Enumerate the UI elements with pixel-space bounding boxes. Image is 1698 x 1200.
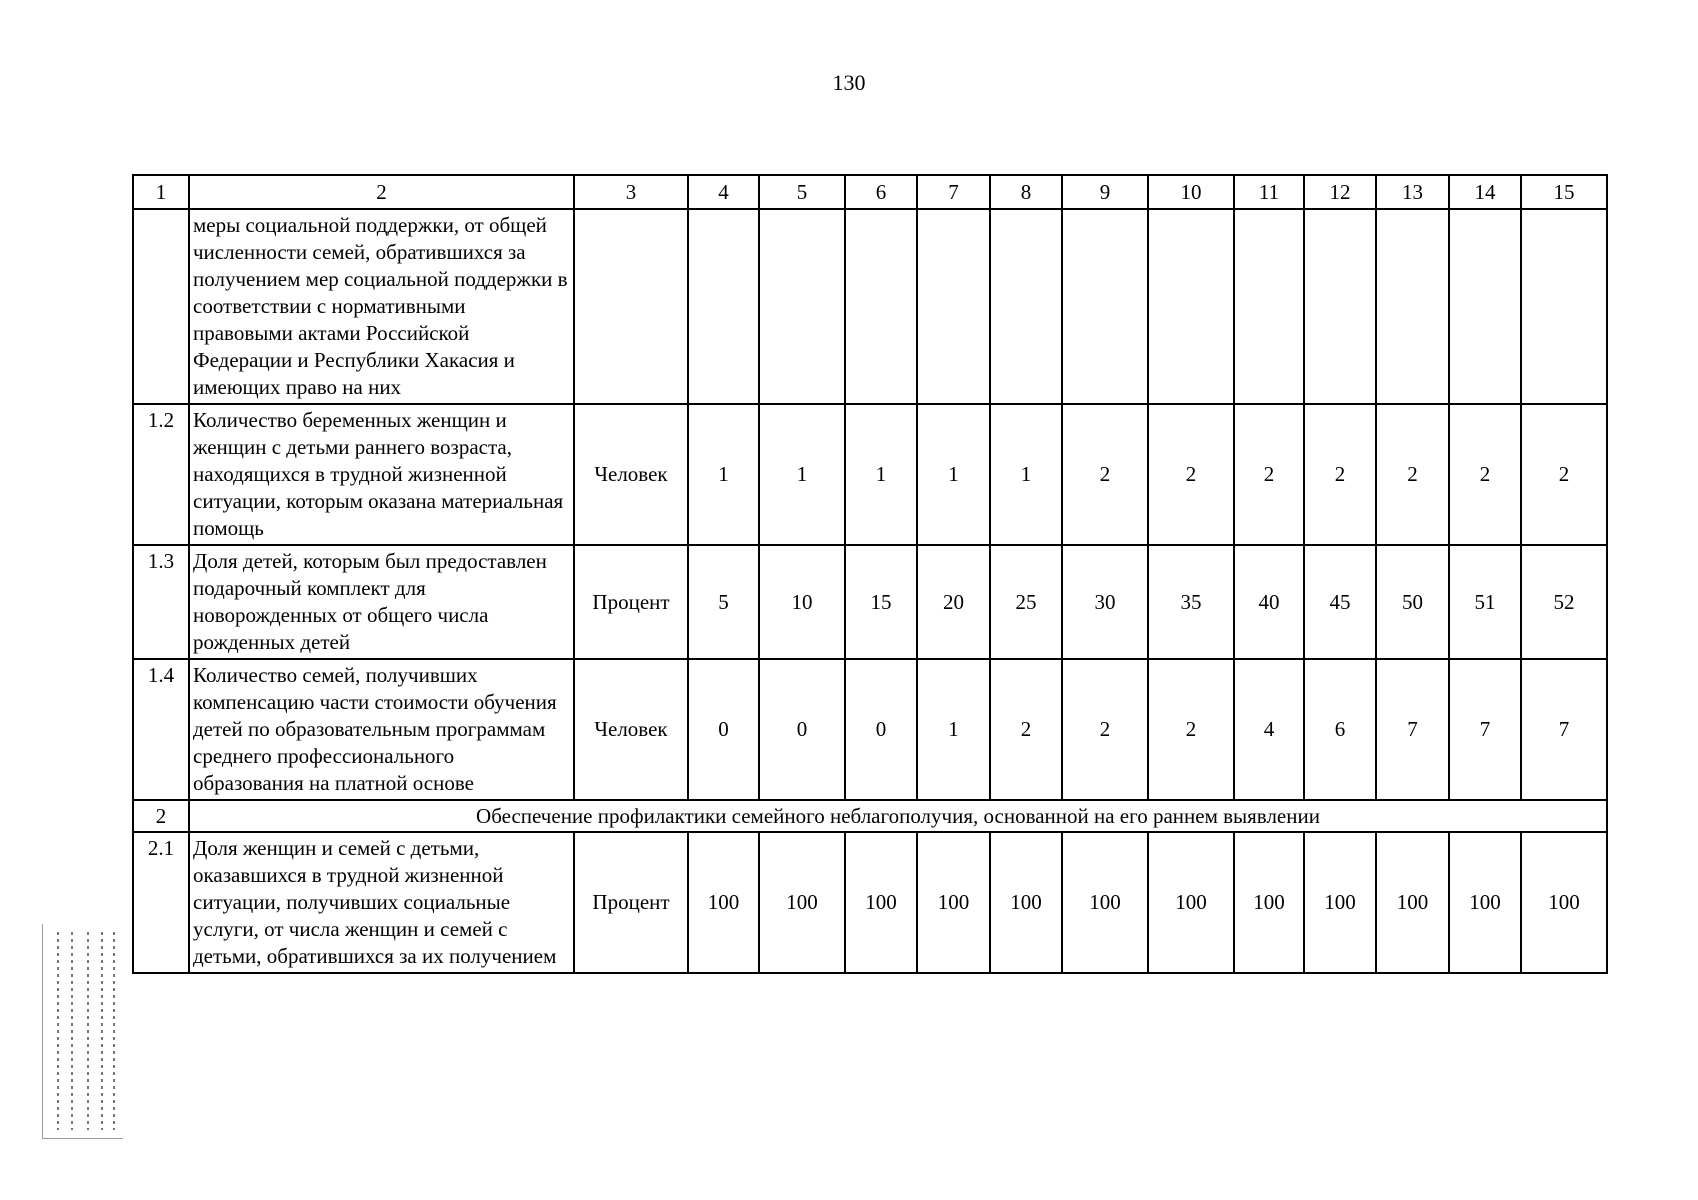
- value-cell: 100: [688, 832, 759, 973]
- value-cell: [1304, 209, 1376, 404]
- value-cell: 0: [688, 659, 759, 800]
- column-header: 11: [1234, 175, 1304, 209]
- value-cell: 7: [1521, 659, 1607, 800]
- section-title: Обеспечение профилактики семейного неблагополучия, основанной на его раннем выявлении: [189, 800, 1607, 832]
- value-cell: 45: [1304, 545, 1376, 659]
- value-cell: 52: [1521, 545, 1607, 659]
- value-cell: 100: [1376, 832, 1449, 973]
- section-number: 2: [133, 800, 189, 832]
- value-cell: 50: [1376, 545, 1449, 659]
- unit-cell: Процент: [574, 832, 688, 973]
- value-cell: 1: [917, 659, 990, 800]
- table-row: [133, 404, 1607, 545]
- row-number: 1.3: [133, 545, 189, 659]
- table-row: [133, 832, 1607, 973]
- value-cell: 100: [1062, 832, 1148, 973]
- value-cell: 100: [759, 832, 845, 973]
- value-cell: 100: [1521, 832, 1607, 973]
- table-row: [133, 209, 1607, 404]
- column-header: 5: [759, 175, 845, 209]
- unit-cell: Человек: [574, 659, 688, 800]
- value-cell: 35: [1148, 545, 1234, 659]
- value-cell: 40: [1234, 545, 1304, 659]
- value-cell: 100: [1449, 832, 1521, 973]
- column-header: 8: [990, 175, 1062, 209]
- column-header: 2: [189, 175, 574, 209]
- value-cell: 4: [1234, 659, 1304, 800]
- value-cell: [917, 209, 990, 404]
- value-cell: [1062, 209, 1148, 404]
- value-cell: 1: [759, 404, 845, 545]
- value-cell: 100: [917, 832, 990, 973]
- value-cell: 2: [1234, 404, 1304, 545]
- value-cell: 1: [917, 404, 990, 545]
- column-header: 3: [574, 175, 688, 209]
- column-header: 10: [1148, 175, 1234, 209]
- column-header: 6: [845, 175, 917, 209]
- indicators-table: [132, 174, 1608, 974]
- table-row: [133, 659, 1607, 800]
- unit-cell: [574, 209, 688, 404]
- column-header: 13: [1376, 175, 1449, 209]
- column-header: 4: [688, 175, 759, 209]
- indicator-name: Количество беременных женщин и женщин с детьми раннего возраста, находящихся в трудной жизненной ситуации, которым оказана материальная помощь: [189, 404, 574, 545]
- value-cell: 100: [1148, 832, 1234, 973]
- value-cell: 2: [1376, 404, 1449, 545]
- page-number: 130: [832, 70, 866, 95]
- value-cell: 7: [1449, 659, 1521, 800]
- value-cell: [990, 209, 1062, 404]
- value-cell: [688, 209, 759, 404]
- row-number: 2.1: [133, 832, 189, 973]
- value-cell: 30: [1062, 545, 1148, 659]
- value-cell: [845, 209, 917, 404]
- value-cell: [1148, 209, 1234, 404]
- indicator-name: Количество семей, получивших компенсацию части стоимости обучения детей по образовательным программам среднего профессионального образования на платной основе: [189, 659, 574, 800]
- value-cell: 25: [990, 545, 1062, 659]
- value-cell: [1376, 209, 1449, 404]
- column-header: 1: [133, 175, 189, 209]
- value-cell: 100: [1234, 832, 1304, 973]
- value-cell: 2: [1148, 404, 1234, 545]
- column-header: 14: [1449, 175, 1521, 209]
- value-cell: 100: [990, 832, 1062, 973]
- value-cell: 10: [759, 545, 845, 659]
- table-header-row: [133, 175, 1607, 209]
- column-header: 7: [917, 175, 990, 209]
- value-cell: 51: [1449, 545, 1521, 659]
- indicator-name: Доля детей, которым был предоставлен подарочный комплект для новорожденных от общего числа рожденных детей: [189, 545, 574, 659]
- value-cell: 15: [845, 545, 917, 659]
- value-cell: 0: [759, 659, 845, 800]
- value-cell: 2: [1062, 404, 1148, 545]
- indicator-name: меры социальной поддержки, от общей численности семей, обратившихся за получением мер социальной поддержки в соответствии с нормативными правовыми актами Российской Федерации и Республики Хакасия и имеющих право на них: [189, 209, 574, 404]
- value-cell: 7: [1376, 659, 1449, 800]
- value-cell: 2: [1062, 659, 1148, 800]
- value-cell: 5: [688, 545, 759, 659]
- value-cell: 2: [1449, 404, 1521, 545]
- row-number: 1.2: [133, 404, 189, 545]
- value-cell: 0: [845, 659, 917, 800]
- value-cell: 2: [1304, 404, 1376, 545]
- column-header: 9: [1062, 175, 1148, 209]
- faded-stamp: [42, 924, 123, 1139]
- value-cell: 20: [917, 545, 990, 659]
- value-cell: 1: [845, 404, 917, 545]
- value-cell: 1: [688, 404, 759, 545]
- value-cell: 2: [990, 659, 1062, 800]
- column-header: 12: [1304, 175, 1376, 209]
- value-cell: [759, 209, 845, 404]
- value-cell: [1521, 209, 1607, 404]
- row-number: [133, 209, 189, 404]
- unit-cell: Человек: [574, 404, 688, 545]
- section-row: [133, 800, 1607, 832]
- value-cell: 100: [845, 832, 917, 973]
- value-cell: 6: [1304, 659, 1376, 800]
- value-cell: 2: [1148, 659, 1234, 800]
- value-cell: [1449, 209, 1521, 404]
- value-cell: 1: [990, 404, 1062, 545]
- column-header: 15: [1521, 175, 1607, 209]
- value-cell: [1234, 209, 1304, 404]
- table-row: [133, 545, 1607, 659]
- value-cell: 2: [1521, 404, 1607, 545]
- unit-cell: Процент: [574, 545, 688, 659]
- row-number: 1.4: [133, 659, 189, 800]
- value-cell: 100: [1304, 832, 1376, 973]
- indicator-name: Доля женщин и семей с детьми, оказавшихся в трудной жизненной ситуации, получивших социальные услуги, от числа женщин и семей с детьми, обратившихся за их получением: [189, 832, 574, 973]
